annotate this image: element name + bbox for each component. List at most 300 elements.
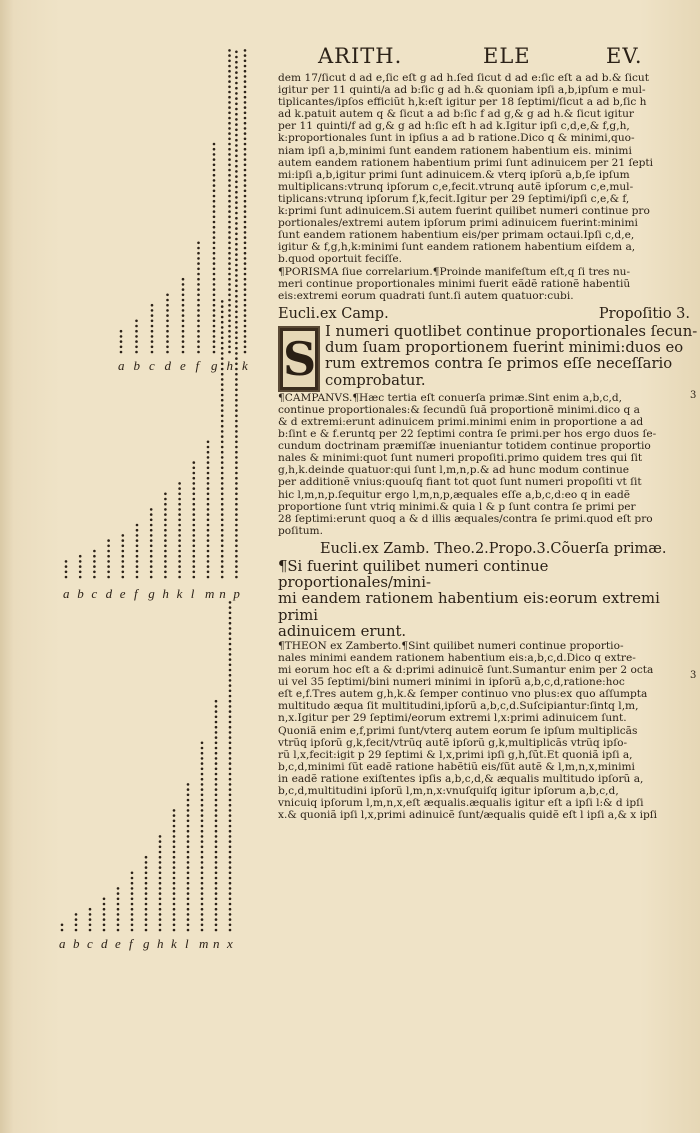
dot: [215, 752, 218, 755]
dot: [221, 565, 224, 568]
dot: [213, 169, 216, 172]
dot: [131, 882, 134, 885]
dot: [228, 299, 231, 302]
dot: [244, 112, 247, 115]
dot: [228, 247, 231, 250]
dot: [207, 550, 210, 553]
dot: [228, 122, 231, 125]
dot: [201, 866, 204, 869]
dot: [131, 898, 134, 901]
dot: [178, 513, 181, 516]
dot: [229, 898, 232, 901]
dot: [178, 529, 181, 532]
dot: [173, 872, 176, 875]
dot: [235, 435, 238, 438]
text-line: b,c,d,minimi ſũt eadẽ ratione habẽtiũ eis/ſũt autẽ & l,m,n,x,minimi: [278, 760, 635, 773]
dot: [187, 929, 190, 932]
dot: [221, 409, 224, 412]
dot: [201, 747, 204, 750]
dot: [207, 482, 210, 485]
dot: [150, 524, 153, 527]
dot: [159, 924, 162, 927]
dot: [235, 357, 238, 360]
dot: [166, 314, 169, 317]
dot: [228, 101, 231, 104]
dot: [65, 560, 68, 563]
dot: [228, 262, 231, 265]
dot: [173, 846, 176, 849]
dot: [228, 96, 231, 99]
dot: [213, 158, 216, 161]
dot: [235, 170, 238, 173]
dot: [178, 576, 181, 579]
dot: [103, 929, 106, 932]
dot: [197, 325, 200, 328]
dot: [228, 49, 231, 52]
dot: [187, 924, 190, 927]
dot: [122, 571, 125, 574]
diagram-letter-label: k: [171, 936, 177, 951]
dot: [117, 898, 120, 901]
dot: [135, 325, 138, 328]
dot: [244, 205, 247, 208]
text-line: tiplicans:vtrunq ipſorum f,k,fecit.Igitur per 29 ſeptimi/ipſi c,e,& f,: [278, 192, 630, 205]
proposition-line: comprobatur.: [325, 371, 426, 389]
dot: [187, 903, 190, 906]
dot: [244, 299, 247, 302]
text-line: k:primi ſunt adinuicem.Si autem fuerint quilibet numeri continue pro: [278, 205, 650, 218]
dot: [228, 351, 231, 354]
dot: [215, 825, 218, 828]
dot: [244, 247, 247, 250]
dot: [235, 498, 238, 501]
dot: [235, 555, 238, 558]
dot: [207, 472, 210, 475]
dot: [228, 153, 231, 156]
dot: [228, 143, 231, 146]
dot: [178, 487, 181, 490]
dot: [207, 513, 210, 516]
dot: [221, 399, 224, 402]
text-line: Quoniã enim e,f,primi ſunt/vterq autem eorum ſe ipſum multiplicãs: [278, 724, 638, 737]
dot: [244, 257, 247, 260]
dot: [235, 461, 238, 464]
dot: [166, 330, 169, 333]
dot: [93, 565, 96, 568]
dot: [213, 190, 216, 193]
dot: [131, 908, 134, 911]
dot: [187, 887, 190, 890]
dot: [178, 498, 181, 501]
dot: [213, 299, 216, 302]
dot: [187, 877, 190, 880]
dot: [150, 539, 153, 542]
dot: [201, 913, 204, 916]
dot: [131, 877, 134, 880]
dot: [159, 846, 162, 849]
dot: [228, 273, 231, 276]
dot: [213, 148, 216, 151]
dot: [235, 565, 238, 568]
dot: [235, 316, 238, 319]
drop-cap-letter: S: [283, 331, 317, 386]
dot: [187, 882, 190, 885]
dot: [193, 545, 196, 548]
heading-right: Propoſitio 3.: [598, 305, 690, 322]
dot: [107, 565, 110, 568]
dot: [89, 924, 92, 927]
dot: [244, 143, 247, 146]
dot: [164, 493, 167, 496]
dot: [117, 903, 120, 906]
dot: [187, 872, 190, 875]
dot: [207, 545, 210, 548]
text-line: ad k.patuit autem q & ſicut a ad b:ſic f ad g,& g ad h.& ſicut igitur: [278, 108, 634, 121]
dot: [235, 165, 238, 168]
dot: [197, 304, 200, 307]
dot: [187, 809, 190, 812]
dot: [228, 330, 231, 333]
dot: [244, 304, 247, 307]
dot: [122, 539, 125, 542]
diagram-letter-label: a: [118, 358, 125, 373]
dot: [201, 742, 204, 745]
dot: [135, 320, 138, 323]
dot: [235, 378, 238, 381]
dot: [136, 565, 139, 568]
dot: [235, 274, 238, 277]
dot: [244, 351, 247, 354]
dot: [235, 305, 238, 308]
dot: [159, 929, 162, 932]
dot: [235, 56, 238, 59]
dot: [228, 117, 231, 120]
dot: [197, 262, 200, 265]
text-line: cundum doctrinam præmiſſæ inueniantur totidem continue proportio: [278, 440, 651, 453]
dot: [228, 60, 231, 63]
dot: [173, 887, 176, 890]
dot: [228, 70, 231, 73]
dot: [65, 571, 68, 574]
dot: [136, 539, 139, 542]
dot: [215, 846, 218, 849]
dot: [120, 340, 123, 343]
dot: [201, 809, 204, 812]
text-line: per 11 quinti/f ad g,& g ad h:ſic eſt h ad k.Igitur ipſi c,d,e,& f,g,h,: [278, 120, 630, 133]
dot: [228, 91, 231, 94]
dot: [221, 415, 224, 418]
proposition-text: [278, 322, 698, 389]
dot: [229, 809, 232, 812]
dot: [235, 446, 238, 449]
dot: [229, 882, 232, 885]
dot: [229, 861, 232, 864]
dot: [221, 337, 224, 340]
dot: [215, 887, 218, 890]
dot: [207, 508, 210, 511]
dot: [235, 61, 238, 64]
dot: [201, 846, 204, 849]
dot: [215, 804, 218, 807]
dot: [235, 399, 238, 402]
dot: [207, 477, 210, 480]
dot: [215, 924, 218, 927]
dot: [182, 340, 185, 343]
dot: [213, 294, 216, 297]
dot: [228, 221, 231, 224]
diagram-letter-label: p: [233, 586, 240, 601]
dot: [145, 872, 148, 875]
dot: [229, 929, 232, 932]
dot: [182, 278, 185, 281]
dot: [201, 903, 204, 906]
dot: [201, 757, 204, 760]
text-line: n,x.Igitur per 29 ſeptimi/eorum extremi l,x:primi adinuicem ſunt.: [278, 712, 627, 725]
dot: [182, 283, 185, 286]
dot: [182, 309, 185, 312]
dot: [151, 314, 154, 317]
dot: [215, 710, 218, 713]
dot: [193, 487, 196, 490]
dot: [221, 316, 224, 319]
dot: [235, 175, 238, 178]
dot: [229, 866, 232, 869]
dot: [207, 576, 210, 579]
dot: [229, 835, 232, 838]
dot: [103, 918, 106, 921]
dot: [229, 690, 232, 693]
text-line: b:ſint e & f.eruntq per 22 ſeptimi contra ſe primi.per hos ergo duos ſe-: [278, 428, 657, 441]
dot: [228, 257, 231, 260]
dot: [213, 330, 216, 333]
dot: [150, 576, 153, 579]
diagram-letter-label: e: [115, 936, 121, 951]
dot: [235, 472, 238, 475]
dot: [173, 851, 176, 854]
dot: [235, 82, 238, 85]
dot: [159, 872, 162, 875]
dot: [235, 181, 238, 184]
dot: [228, 216, 231, 219]
dot: [193, 571, 196, 574]
dot: [221, 446, 224, 449]
dot: [164, 498, 167, 501]
dot: [207, 498, 210, 501]
dot: [164, 555, 167, 558]
paragraph-block-2: [278, 392, 690, 537]
dot: [213, 231, 216, 234]
dot: [201, 768, 204, 771]
dot: [221, 571, 224, 574]
diagram-letter-label: h: [226, 358, 233, 373]
dot: [103, 908, 106, 911]
dot: [215, 913, 218, 916]
dot: [193, 519, 196, 522]
dot: [201, 794, 204, 797]
dot: [221, 326, 224, 329]
dot: [213, 309, 216, 312]
dot: [207, 446, 210, 449]
dot: [228, 340, 231, 343]
dot: [244, 132, 247, 135]
dot: [213, 325, 216, 328]
margin-mark-2: 3: [690, 670, 697, 681]
dot: [229, 632, 232, 635]
dot: [229, 762, 232, 765]
dot: [201, 898, 204, 901]
dot: [159, 918, 162, 921]
dot: [235, 560, 238, 563]
dot: [201, 877, 204, 880]
dot: [187, 820, 190, 823]
dot: [244, 49, 247, 52]
dot: [229, 913, 232, 916]
dot: [145, 856, 148, 859]
dot: [120, 330, 123, 333]
dot: [178, 555, 181, 558]
dot: [215, 882, 218, 885]
dot: [159, 903, 162, 906]
dot: [235, 243, 238, 246]
dot: [244, 242, 247, 245]
dot: [221, 404, 224, 407]
dot: [150, 519, 153, 522]
dot: [244, 273, 247, 276]
dot: [215, 788, 218, 791]
dot: [65, 565, 68, 568]
dot: [93, 555, 96, 558]
dot: [159, 882, 162, 885]
dot: [244, 174, 247, 177]
dot: [221, 508, 224, 511]
dot: [229, 643, 232, 646]
dot: [197, 335, 200, 338]
dot: [215, 861, 218, 864]
dot: [150, 513, 153, 516]
dot: [75, 913, 78, 916]
dot: [103, 924, 106, 927]
heading-left: Eucli.ex Camp.: [278, 305, 389, 322]
dot: [187, 908, 190, 911]
dot: [235, 420, 238, 423]
dot: [135, 346, 138, 349]
dot: [221, 373, 224, 376]
dot: [207, 519, 210, 522]
dot: [173, 903, 176, 906]
dot: [131, 887, 134, 890]
dot: [131, 924, 134, 927]
dot: [221, 347, 224, 350]
dot: [120, 351, 123, 354]
text-line: multitudo æqua ſit multitudini,ipſorũ a,b,c,d.Suſcipiantur:ſintq l,m,: [278, 700, 639, 713]
dot: [166, 346, 169, 349]
dot: [201, 908, 204, 911]
dot: [228, 231, 231, 234]
dot: [178, 571, 181, 574]
theorem-text: [278, 559, 690, 640]
dot: [215, 866, 218, 869]
dot: [235, 524, 238, 527]
dot: [166, 325, 169, 328]
dot: [235, 129, 238, 132]
dot: [213, 153, 216, 156]
dot: [166, 309, 169, 312]
dot: [228, 304, 231, 307]
dot: [244, 195, 247, 198]
dot: [187, 830, 190, 833]
dot: [235, 425, 238, 428]
diagram-letter-label: g: [211, 358, 218, 373]
text-line: per additionẽ vnius:quouſq fiant tot quot ſunt numeri propoſiti vt ſit: [278, 476, 642, 489]
dot: [229, 742, 232, 745]
dot: [228, 179, 231, 182]
dot: [213, 221, 216, 224]
dot: [178, 539, 181, 542]
dot: [213, 351, 216, 354]
dot: [228, 195, 231, 198]
dot: [193, 560, 196, 563]
dot: [207, 467, 210, 470]
dot: [244, 184, 247, 187]
dot: [145, 903, 148, 906]
dot: [150, 565, 153, 568]
dot: [173, 835, 176, 838]
dot: [201, 924, 204, 927]
dot: [229, 856, 232, 859]
diagram-letter-label: c: [87, 936, 93, 951]
dot: [228, 283, 231, 286]
dot: [150, 550, 153, 553]
dot: [235, 134, 238, 137]
dot: [221, 425, 224, 428]
dot: [221, 305, 224, 308]
dot: [221, 311, 224, 314]
dot: [235, 253, 238, 256]
dot: [187, 856, 190, 859]
dot: [164, 529, 167, 532]
proposition-line: dum ſuam proportionem fuerint minimi:duos eo: [325, 339, 684, 357]
dot: [215, 872, 218, 875]
dot: [182, 294, 185, 297]
dot: [159, 887, 162, 890]
diagram-letter-label: h: [162, 586, 169, 601]
dot: [244, 169, 247, 172]
dot: [159, 856, 162, 859]
dot: [197, 278, 200, 281]
dot: [235, 363, 238, 366]
dot: [228, 288, 231, 291]
text-line: g,h,k.deinde quatuor:qui ſunt l,m,n,p.& ad hunc modum continue: [278, 464, 630, 477]
dot: [197, 268, 200, 271]
dot: [197, 242, 200, 245]
text-line: b.quod oportuit feciſſe.: [278, 253, 402, 266]
dot: [103, 898, 106, 901]
dot: [229, 658, 232, 661]
dot: [166, 340, 169, 343]
dot: [228, 169, 231, 172]
dot: [197, 330, 200, 333]
dot: [107, 576, 110, 579]
dot: [221, 487, 224, 490]
dot: [229, 757, 232, 760]
dot: [178, 545, 181, 548]
diagram-letter-label: l: [190, 586, 195, 601]
dot: [213, 174, 216, 177]
dot: [244, 190, 247, 193]
dot: [215, 794, 218, 797]
dot: [197, 320, 200, 323]
proposition-3: [278, 322, 698, 392]
